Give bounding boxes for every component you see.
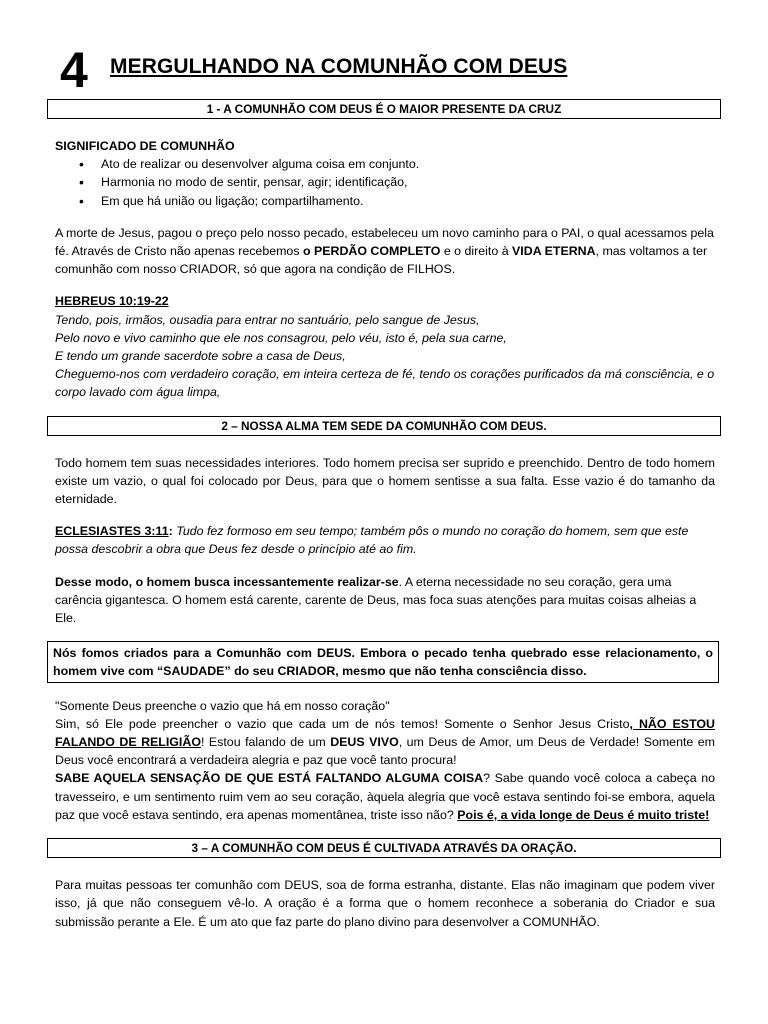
section-2-paragraph-4: SABE AQUELA SENSAÇÃO DE QUE ESTÁ FALTANDO ALGUMA COISA? Sabe quando você coloca a cabeça no travesseiro, e um sentimento ruim vem ao seu coração, àquela alegria que você estava sentindo foi-se embora, aquela paz que você estava sentindo, era apenas momentânea, triste isso não? Pois é, a vida longe de Deus é muito triste! [55,771,715,822]
list-item: • Harmonia no modo de sentir, pensar, agir; identificação, [101,173,715,191]
section-3-heading: 3 – A COMUNHÃO COM DEUS É CULTIVADA ATRAVÉS DA ORAÇÃO. [47,838,721,858]
chapter-number: 4 [60,42,88,98]
document-page [55,40,715,931]
section-2-paragraph: Todo homem tem suas necessidades interiores. Todo homem precisa ser suprido e preenchido. Dentro de todo homem existe um vazio, o qual foi colocado por Deus, para que o homem sentisse a sua falta. Esse vazio é do tamanho da eternidade. [55,455,715,507]
section-2-paragraph-2: Desse modo, o homem busca incessantemente realizar-se. A eterna necessidade no seu coração, gera uma carência gigantesca. O homem está carente, carente de Deus, mas foca suas atenções para muitas coisas alheias a Ele. [55,574,697,626]
section-1-paragraph: A morte de Jesus, pagou o preço pelo nosso pecado, estabeleceu um novo caminho para o PAI, o qual acessamos pela fé. Através de Cristo não apenas recebemos o PERDÃO COMPLETO e o direito à VIDA ETERNA, mas voltamos a ter comunhão com nosso CRIADOR, só que agora na condição de FILHOS. [55,225,714,277]
verse-line: Cheguemo-nos com verdadeiro coração, em inteira certeza de fé, tendo os corações purificados da má consciência, e o corpo lavado com água limpa, [55,367,715,400]
list-item: • Em que há união ou ligação; compartilhamento. [101,192,715,210]
chapter-title: MERGULHANDO NA COMUNHÃO COM DEUS [110,55,568,78]
section-2-paragraph-3: Sim, só Ele pode preencher o vazio que cada um de nós temos! Somente o Senhor Jesus Cristo, NÃO ESTOU FALANDO DE RELIGIÃO! Estou falando de um DEUS VIVO, um Deus de Amor, um Deus de Verdade! Somente em Deus você encontrará a verdadeira alegria e paz que você tanto procura! [55,716,715,768]
list-item: • Ato de realizar ou desenvolver alguma coisa em conjunto. [101,155,715,173]
eclesiastes-verse: ECLESIASTES 3:11: Tudo fez formoso em seu tempo; também pôs o mundo no coração do homem, sem que este possa descobrir a obra que Deus fez desde o princípio até ao fim. [55,524,689,557]
section-1-heading: 1 - A COMUNHÃO COM DEUS É O MAIOR PRESENTE DA CRUZ [47,99,721,119]
highlight-box: Nós fomos criados para a Comunhão com DEUS. Embora o pecado tenha quebrado esse relacionamento, o homem vive com “SAUDADE” do seu CRIADOR, mesmo que não tenha consciência disso. [47,641,719,682]
verse-line: Pelo novo e vivo caminho que ele nos consagrou, pelo véu, isto é, pela sua carne, [55,330,507,345]
section-2-heading: 2 – NOSSA ALMA TEM SEDE DA COMUNHÃO COM DEUS. [47,416,721,436]
definition-list [55,155,715,210]
chapter-header [55,40,715,96]
section-1-subheading: SIGNIFICADO DE COMUNHÃO [55,139,235,153]
section-3-paragraph: Para muitas pessoas ter comunhão com DEUS, soa de forma estranha, distante. Elas não imaginam que podem viver isso, já que não conseguem vê-lo. A oração é a forma que o homem reconhece a soberania do Criador e sua submissão perante a Ele. É um ato que faz parte do plano divino para desenvolver a COMUNHÃO. [55,878,715,929]
verse-line: Tendo, pois, irmãos, ousadia para entrar no santuário, pelo sangue de Jesus, [55,312,480,327]
quote-line: "Somente Deus preenche o vazio que há em nosso coração" [55,698,390,713]
verse-line: E tendo um grande sacerdote sobre a casa de Deus, [55,349,346,364]
verse-reference: HEBREUS 10:19-22 [55,294,169,309]
